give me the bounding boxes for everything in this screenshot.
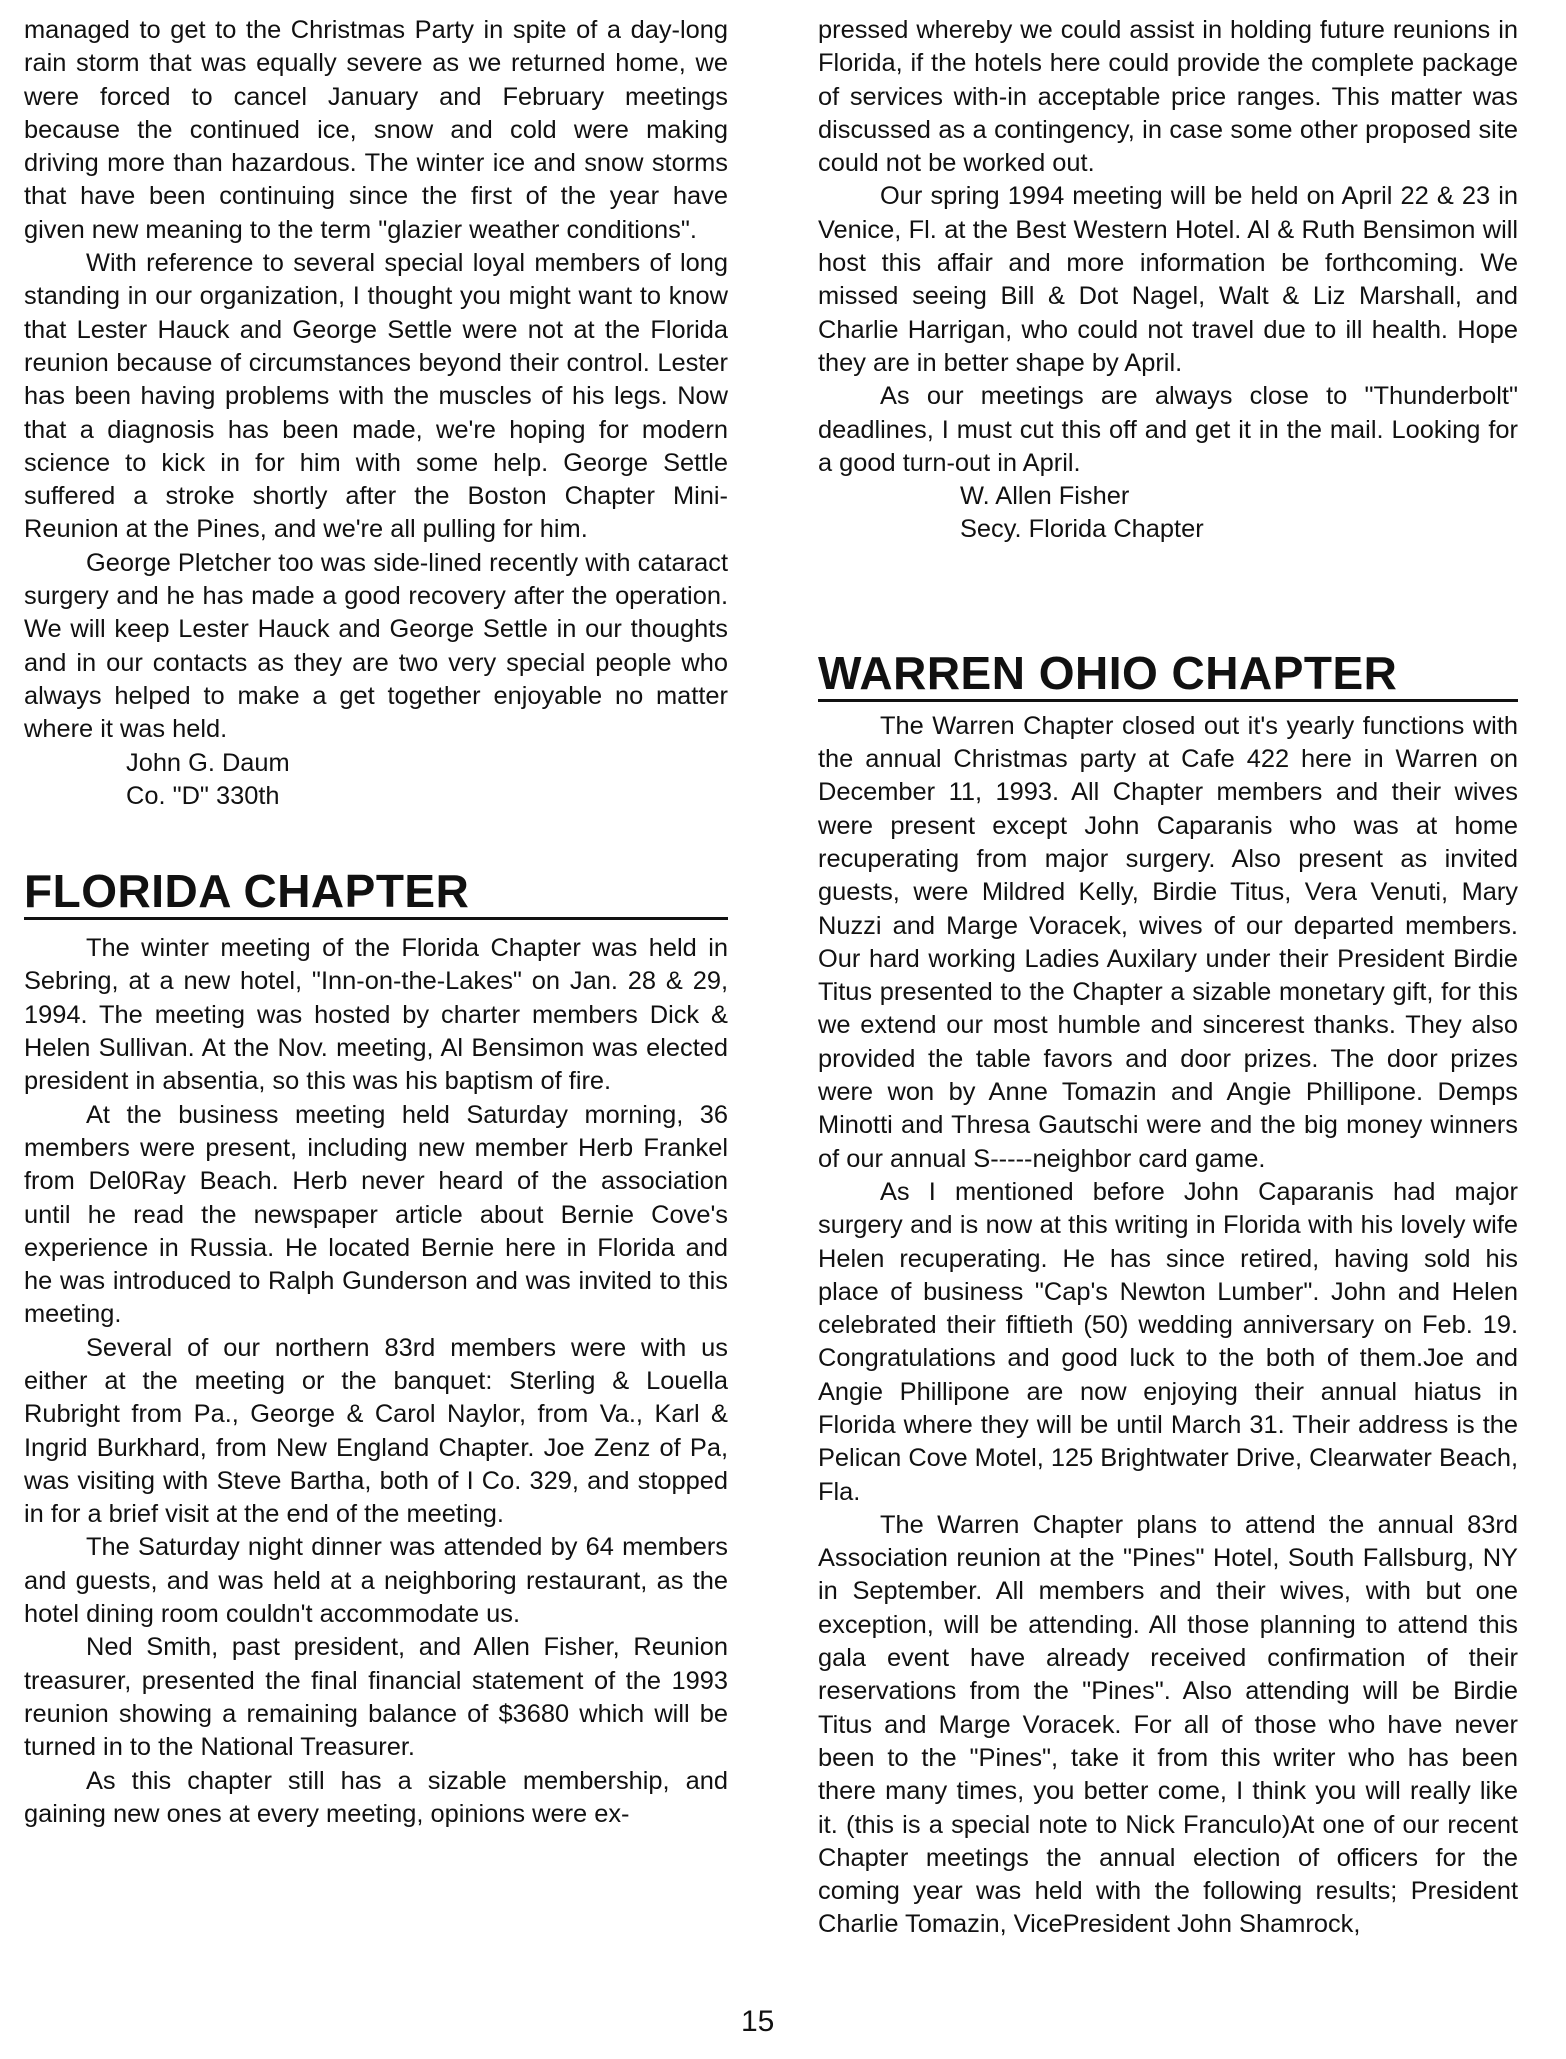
body-paragraph: The Warren Chapter closed out it's yearly functions with the annual Christmas party at Cafe 422 here in Warren on December 11, 1993. All Chapter members and their wives were present except John Caparanis who was at home recuperating from major surgery. Also present as invited guests, were Mildred Kelly, Birdie Titus, Vera Venuti, Mary Nuzzi and Marge Voracek, wives of our departed members. Our hard working Ladies Auxilary under their President Birdie Titus presented to the Chapter a sizable monetary gift, for this we extend our most humble and sincerest thanks. They also provided the table favors and door prizes. The door prizes were won by Anne Tomazin and Angie Phillipone. Demps Minotti and Thresa Gautschi were and the big money winners of our annual S-----neighbor card game. [818,711,1518,1173]
signature-name: W. Allen Fisher [960,482,1130,511]
section-heading-florida-chapter: FLORIDA CHAPTER [24,865,728,920]
signature-unit: Co. "D" 330th [126,781,280,810]
body-paragraph: As I mentioned before John Caparanis had major surgery and is now at this writing in Florida with his lovely wife Helen recuperating. He has since retired, having sold his place of business "Cap's Newton Lumber". John and Helen celebrated their fiftieth (50) wedding anniversary on Feb. 19. Congratulations and good luck to the both of them.Joe and Angie Phillipone are now enjoying their annual hiatus in Florida where they will be until March 31. Their address is the Pelican Cove Motel, 125 Brightwater Drive, Clearwater Beach, Fla. [818,1177,1518,1506]
body-paragraph: The Warren Chapter plans to attend the annual 83rd Association reunion at the "Pines" Hotel, South Fallsburg, NY in September. All members and their wives, with but one exception, will be attending. All those planning to attend this gala event have already received confirmation of their reservations from the "Pines". Also attending will be Birdie Titus and Marge Voracek. For all of those who have never been to the "Pines", take it from this writer who has been there many times, you better come, I think you will really like it. (this is a special note to Nick Franculo)At one of our recent Chapter meetings the annual election of officers for the coming year was held with the following results; President Charlie Tomazin, VicePresident John Shamrock, [818,1510,1518,1939]
body-paragraph: As our meetings are always close to "Thunderbolt" deadlines, I must cut this off and get it in the mail. Looking for a good turn-out in April. [818,382,1518,477]
section-heading-warren-ohio-chapter: WARREN OHIO CHAPTER [818,647,1518,702]
body-paragraph: Several of our northern 83rd members were with us either at the meeting or the banquet: Sterling & Louella Rubright from Pa., George & Carol Naylor, from Va., Karl & Ingrid Burkhard, from New England Chapter. Joe Zenz of Pa, was visiting with Steve Bartha, both of I Co. 329, and stopped in for a brief visit at the end of the meeting. [24,1333,728,1529]
right-column [818,14,1518,1942]
body-paragraph: Our spring 1994 meeting will be held on April 22 & 23 in Venice, Fl. at the Best Western Hotel. Al & Ruth Bensimon will host this affair and more information be forthcoming. We missed seeing Bill & Dot Nagel, Walt & Liz Marshall, and Charlie Harrigan, who could not travel due to ill health. Hope they are in better shape by April. [818,182,1518,377]
body-paragraph: pressed whereby we could assist in holding future reunions in Florida, if the hotels here could provide the complete package of services with-in acceptable price ranges. This matter was discussed as a contingency, in case some other proposed site could not be worked out. [818,16,1518,178]
body-paragraph: As this chapter still has a sizable membership, and gaining new ones at every meeting, opinions were ex- [24,1766,728,1828]
body-paragraph: With reference to several special loyal members of long standing in our organization, I thought you might want to know that Lester Hauck and George Settle were not at the Florida reunion because of circumstances beyond their control. Lester has been having problems with the muscles of his legs. Now that a diagnosis has been made, we're hoping for modern science to kick in for him with some help. George Settle suffered a stroke shortly after the Boston Chapter Mini-Reunion at the Pines, and we're all pulling for him. [24,249,728,544]
page-number: 15 [741,2005,775,2038]
signature-title: Secy. Florida Chapter [960,515,1204,544]
body-paragraph: The Saturday night dinner was attended by 64 members and guests, and was held at a neighboring restaurant, as the hotel dining room couldn't accommodate us. [24,1533,728,1629]
body-paragraph: The winter meeting of the Florida Chapter was held in Sebring, at a new hotel, "Inn-on-the-Lakes" on Jan. 28 & 29, 1994. The meeting was hosted by charter members Dick & Helen Sullivan. At the Nov. meeting, Al Bensimon was elected president in absentia, so this was his baptism of fire. [24,934,728,1096]
left-column [24,14,728,1831]
body-paragraph: Ned Smith, past president, and Allen Fisher, Reunion treasurer, presented the final financial statement of the 1993 reunion showing a remaining balance of $3680 which will be turned in to the National Treasurer. [24,1633,728,1762]
body-paragraph: George Pletcher too was side-lined recently with cataract surgery and he has made a good recovery after the operation. We will keep Lester Hauck and George Settle in our thoughts and in our contacts as they are two very special people who always helped to make a get together enjoyable no matter where it was held. [24,548,728,744]
body-paragraph: At the business meeting held Saturday morning, 36 members were present, including new member Herb Frankel from Del0Ray Beach. Herb never heard of the association until he read the newspaper article about Bernie Cove's experience in Russia. He located Bernie here in Florida and he was introduced to Ralph Gunderson and was invited to this meeting. [24,1100,728,1329]
body-paragraph: managed to get to the Christmas Party in spite of a day-long rain storm that was equally severe as we returned home, we were forced to cancel January and February meetings because the continued ice, snow and cold were making driving more than hazardous. The winter ice and snow storms that have been continuing since the first of the year have given new meaning to the term "glazier weather conditions". [24,16,728,244]
signature-name: John G. Daum [126,748,290,777]
